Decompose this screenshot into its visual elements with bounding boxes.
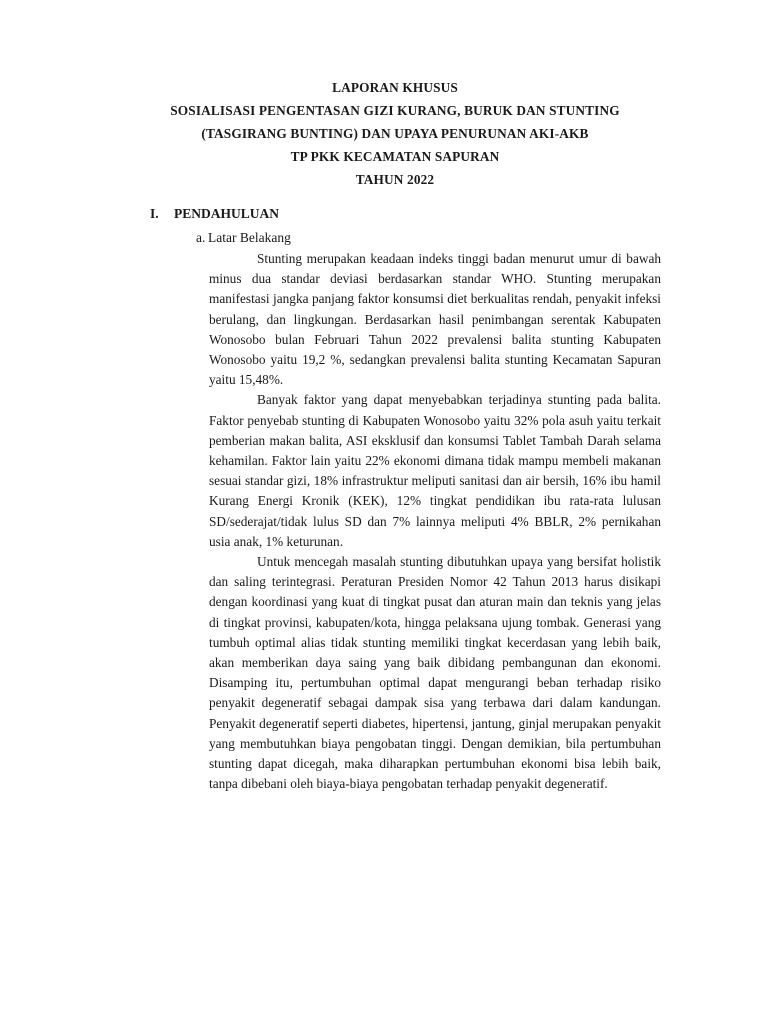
section-title: PENDAHULUAN <box>174 206 280 221</box>
title-line-5: TAHUN 2022 <box>355 172 435 187</box>
paragraph-1: Stunting merupakan keadaan indeks tinggi badan menurut umur di bawah minus dua standar deviasi berdasarkan standar WHO. Stunting merupakan manifestasi jangka panjang faktor konsumsi diet berkualitas rendah, penyakit infeksi berulang, dan lingkungan. Berdasarkan hasil penimbangan serentak Kabupaten Wonosobo bulan Februari Tahun 2022 prevalensi balita stunting Kabupaten Wonosobo yaitu 19,2 %, sedangkan prevalensi balita stunting Kecamatan Sapuran yaitu 15,48%. <box>209 251 661 388</box>
paragraph-2: Banyak faktor yang dapat menyebabkan terjadinya stunting pada balita. Faktor penyebab stunting di Kabupaten Wonosobo yaitu 32% pola asuh yaitu terkait pemberian makan balita, ASI eksklusif dan konsumsi Tablet Tambah Darah selama kehamilan. Faktor lain yaitu 22% ekonomi dimana tidak mampu membeli makanan sesuai standar gizi, 18% infrastruktur meliputi sanitasi dan air bersih, 16% ibu hamil Kurang Energi Kronik (KEK), 12% tingkat pendidikan ibu rata-rata lulusan SD/sederajat/tidak lulus SD dan 7% lainnya meliputi 4% BBLR, 2% pernikahan usia anak, 1% keturunan. <box>209 392 661 549</box>
subsection-title: Latar Belakang <box>208 230 291 245</box>
title-line-4: TP PKK KECAMATAN SAPURAN <box>290 149 500 164</box>
subsection-letter: a. <box>196 230 206 245</box>
subsection-heading <box>196 228 291 248</box>
report-title <box>0 76 768 191</box>
body-text <box>209 249 661 794</box>
paragraph-3: Untuk mencegah masalah stunting dibutuhkan upaya yang bersifat holistik dan saling terintegrasi. Peraturan Presiden Nomor 42 Tahun 2013 harus disikapi dengan koordinasi yang kuat di tingkat pusat dan aturan main dan teknis yang jelas di tingkat provinsi, kabupaten/kota, hingga pelaksana ujung tombak. Generasi yang tumbuh optimal alias tidak stunting memiliki tingkat kecerdasan yang lebih baik, akan memberikan daya saing yang baik dibidang pembangunan dan ekonomi. Disamping itu, pertumbuhan optimal dapat mengurangi beban terhadap risiko penyakit degeneratif sebagai dampak sisa yang terbawa dari dalam kandungan. Penyakit degeneratif seperti diabetes, hipertensi, jantung, ginjal merupakan penyakit yang membutuhkan biaya pengobatan tinggi. Dengan demikian, bila pertumbuhan stunting dapat dicegah, maka diharapkan pertumbuhan ekonomi bisa lebih baik, tanpa dibebani oleh biaya-biaya pengobatan terhadap penyakit degeneratif. <box>209 554 661 792</box>
title-line-3: (TASGIRANG BUNTING) DAN UPAYA PENURUNAN AKI-AKB <box>201 126 589 141</box>
title-line-2: SOSIALISASI PENGENTASAN GIZI KURANG, BURUK DAN STUNTING <box>170 103 620 118</box>
section-heading <box>150 204 279 224</box>
title-line-1: LAPORAN KHUSUS <box>332 80 458 95</box>
section-number: I. <box>150 206 159 221</box>
